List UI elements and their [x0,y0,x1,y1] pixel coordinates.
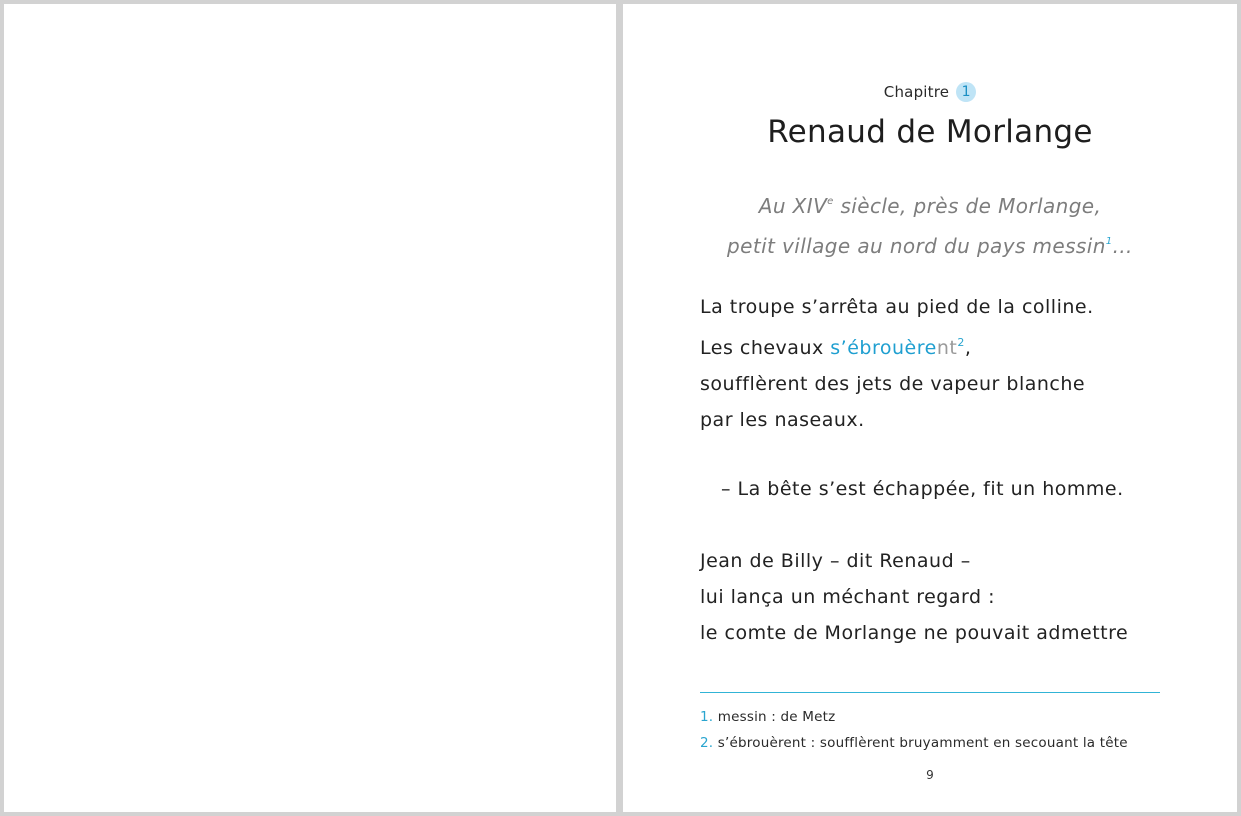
paragraph-1 [700,289,1094,438]
paragraph-1-line-3: soufflèrent des jets de vapeur blanche [700,373,1086,395]
footnote-1 [700,704,1128,730]
footnote-ref-1: 1 [1105,236,1113,247]
paragraph-3 [700,543,1128,651]
footnotes [700,704,1128,756]
footnote-ref-2: 2 [957,336,965,349]
chapter-label: Chapitre [883,83,950,101]
silent-ending: nt [936,337,958,359]
intro-line-2-end: … [1112,234,1133,258]
intro-line-1-start: Au XIV [758,194,828,218]
intro-superscript-e: e [827,196,834,207]
intro-line-2 [693,224,1167,264]
paragraph-1-line-4: par les naseaux. [700,409,865,431]
paragraph-2 [721,471,1124,507]
footnote-divider [700,692,1160,693]
footnote-1-number: 1. [700,709,714,725]
chapter-intro [693,184,1167,264]
paragraph-1-line-2-start: Les chevaux [700,337,831,359]
intro-line-1-end: siècle, près de Morlange, [833,194,1102,218]
highlighted-word-ebrouerent [830,337,957,359]
right-page [623,4,1237,812]
paragraph-3-line-1: Jean de Billy – dit Renaud – [700,550,971,572]
paragraph-1-line-2 [700,325,1094,366]
left-page [4,4,616,812]
intro-line-1 [693,184,1167,224]
footnote-2-number: 2. [700,735,714,751]
footnote-2 [700,730,1128,756]
footnote-2-text: s’ébrouèrent : soufflèrent bruyamment en secouant la tête [717,735,1128,751]
paragraph-3-line-2: lui lança un méchant regard : [700,586,995,608]
dialogue-line: – La bête s’est échappée, fit un homme. [721,478,1124,500]
chapter-number-badge: 1 [956,82,976,102]
chapter-heading [623,82,1237,102]
footnote-1-text: messin : de Metz [717,709,836,725]
intro-line-2-start: petit village au nord du pays messin [727,234,1106,258]
paragraph-1-line-2-end: , [964,337,972,359]
highlighted-word-stem: s’ébrouère [830,337,937,359]
paragraph-3-line-3: le comte de Morlange ne pouvait admettre [700,622,1129,644]
chapter-title: Renaud de Morlange [767,114,1093,150]
page-number: 9 [926,768,934,782]
paragraph-1-line-1: La troupe s’arrêta au pied de la colline. [700,296,1094,318]
